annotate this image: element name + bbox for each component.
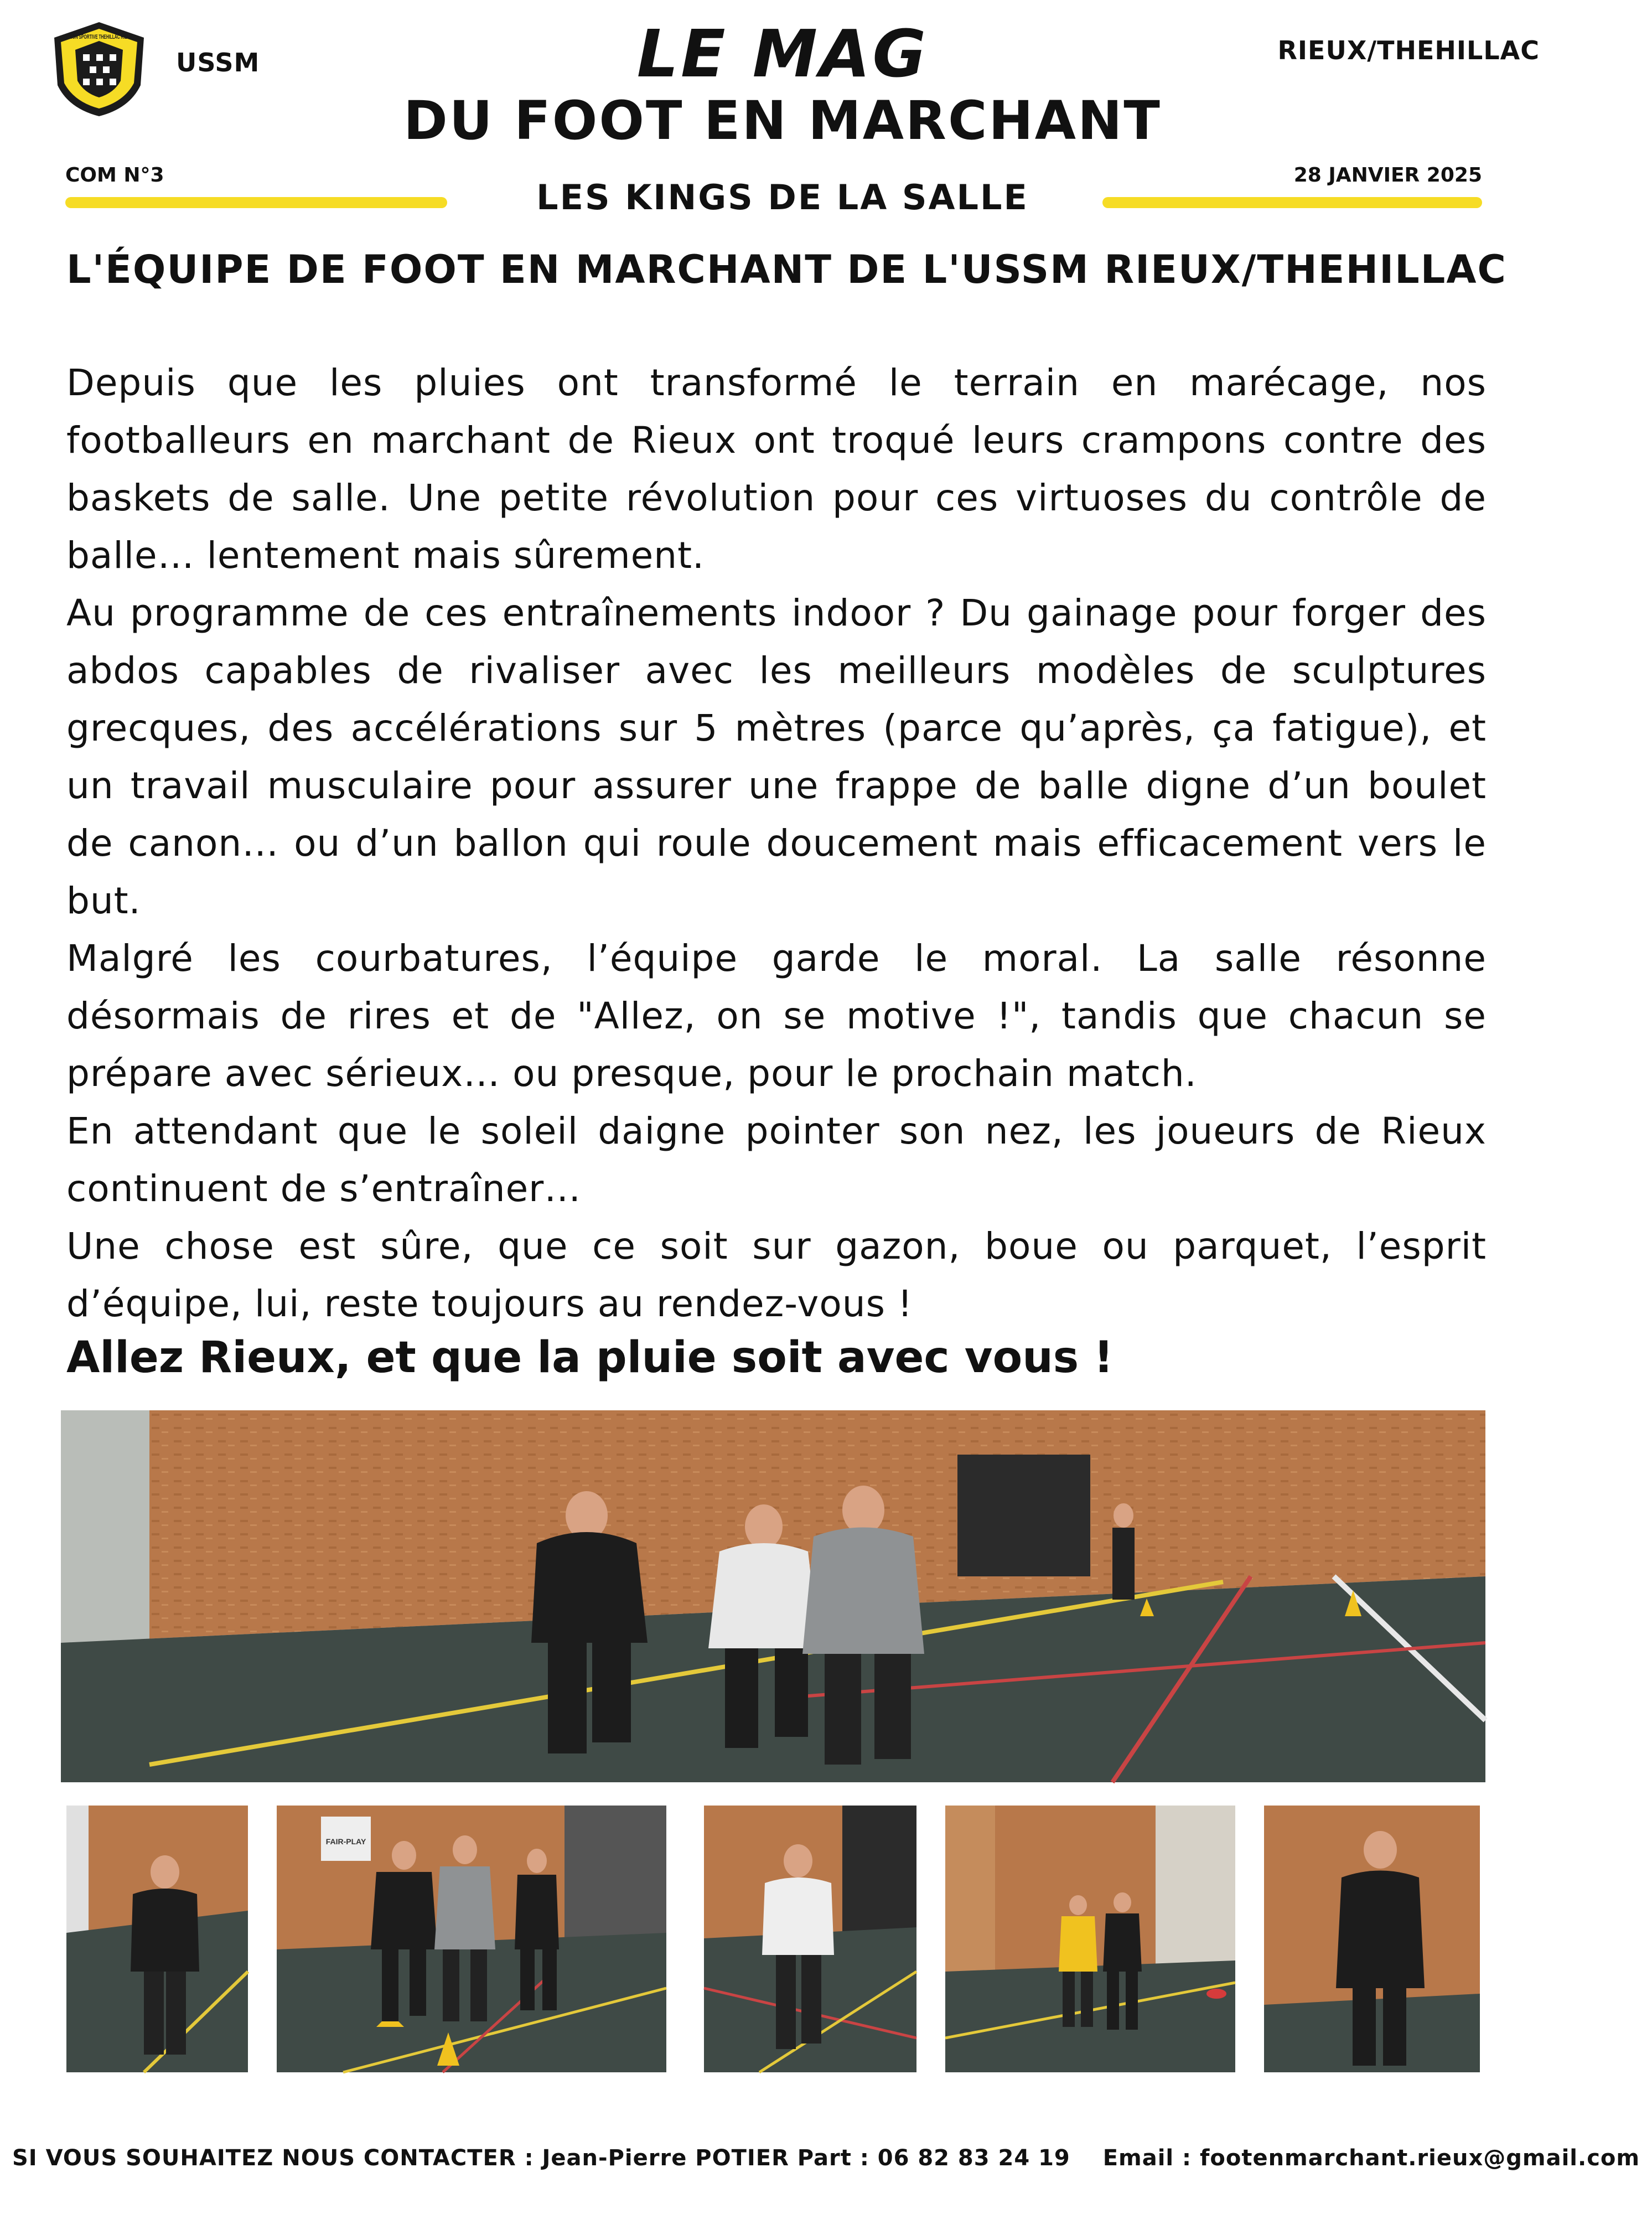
paragraph-4: En attendant que le soleil daigne pointer son nez, les joueurs de Rieux continuent de s’entraîner… [66, 1110, 1487, 1210]
club-name: USSM [176, 48, 260, 77]
section-title: LES KINGS DE LA SALLE [536, 177, 1029, 218]
photo-3 [704, 1806, 916, 2072]
fair-play-sign: FAIR-PLAY [325, 1837, 366, 1846]
magazine-subtitle: DU FOOT EN MARCHANT [403, 90, 1162, 152]
contact-footer [0, 2145, 1640, 2171]
main-team-photo [61, 1410, 1485, 1782]
contact-info: SI VOUS SOUHAITEZ NOUS CONTACTER : Jean-Pierre POTIER Part : 06 82 83 24 19 [12, 2145, 1070, 2171]
paragraph-3: Malgré les courbatures, l’équipe garde le moral. La salle résonne désormais de rires et de "Allez, on se motive !", tandis que chacun se prépare avec sérieux… ou presque, pour le prochain match. [66, 937, 1487, 1095]
closing-line: Allez Rieux, et que la pluie soit avec vous ! [66, 1333, 1114, 1383]
photo-1 [66, 1806, 248, 2072]
contact-email[interactable]: Email : footenmarchant.rieux@gmail.com [1102, 2145, 1640, 2171]
logo-text: UNION SPORTIVE THEHILLAC RIEUX [66, 34, 133, 40]
paragraph-2: Au programme de ces entraînements indoor ? Du gainage pour forger des abdos capables de rivaliser avec les meilleurs modèles de sculptures grecques, des accélérations sur 5 mètres (parce qu’après, ça fatigue), et un travail musculaire pour assurer une frappe de balle digne d’un boulet de canon… ou d’un ballon qui roule doucement mais efficacement vers le but. [66, 592, 1487, 922]
issue-number: COM N°3 [65, 164, 164, 187]
photo-5 [1264, 1806, 1480, 2072]
photo-2 [277, 1806, 666, 2072]
issue-date: 28 JANVIER 2025 [1293, 164, 1482, 187]
article-heading: L'ÉQUIPE DE FOOT EN MARCHANT DE L'USSM RIEUX/THEHILLAC [66, 247, 1507, 292]
magazine-title: LE MAG [636, 15, 929, 92]
location: RIEUX/THEHILLAC [1277, 35, 1540, 65]
paragraph-5: Une chose est sûre, que ce soit sur gazon, boue ou parquet, l’esprit d’équipe, lui, reste toujours au rendez-vous ! [66, 1225, 1487, 1325]
paragraph-1: Depuis que les pluies ont transformé le terrain en marécage, nos footballeurs en marchant de Rieux ont troqué leurs crampons contre des baskets de salle. Une petite révolution pour ces virtuoses du contrôle de balle… lentement mais sûrement. [66, 361, 1487, 577]
article-body [66, 354, 1487, 1333]
photo-4 [945, 1806, 1235, 2072]
